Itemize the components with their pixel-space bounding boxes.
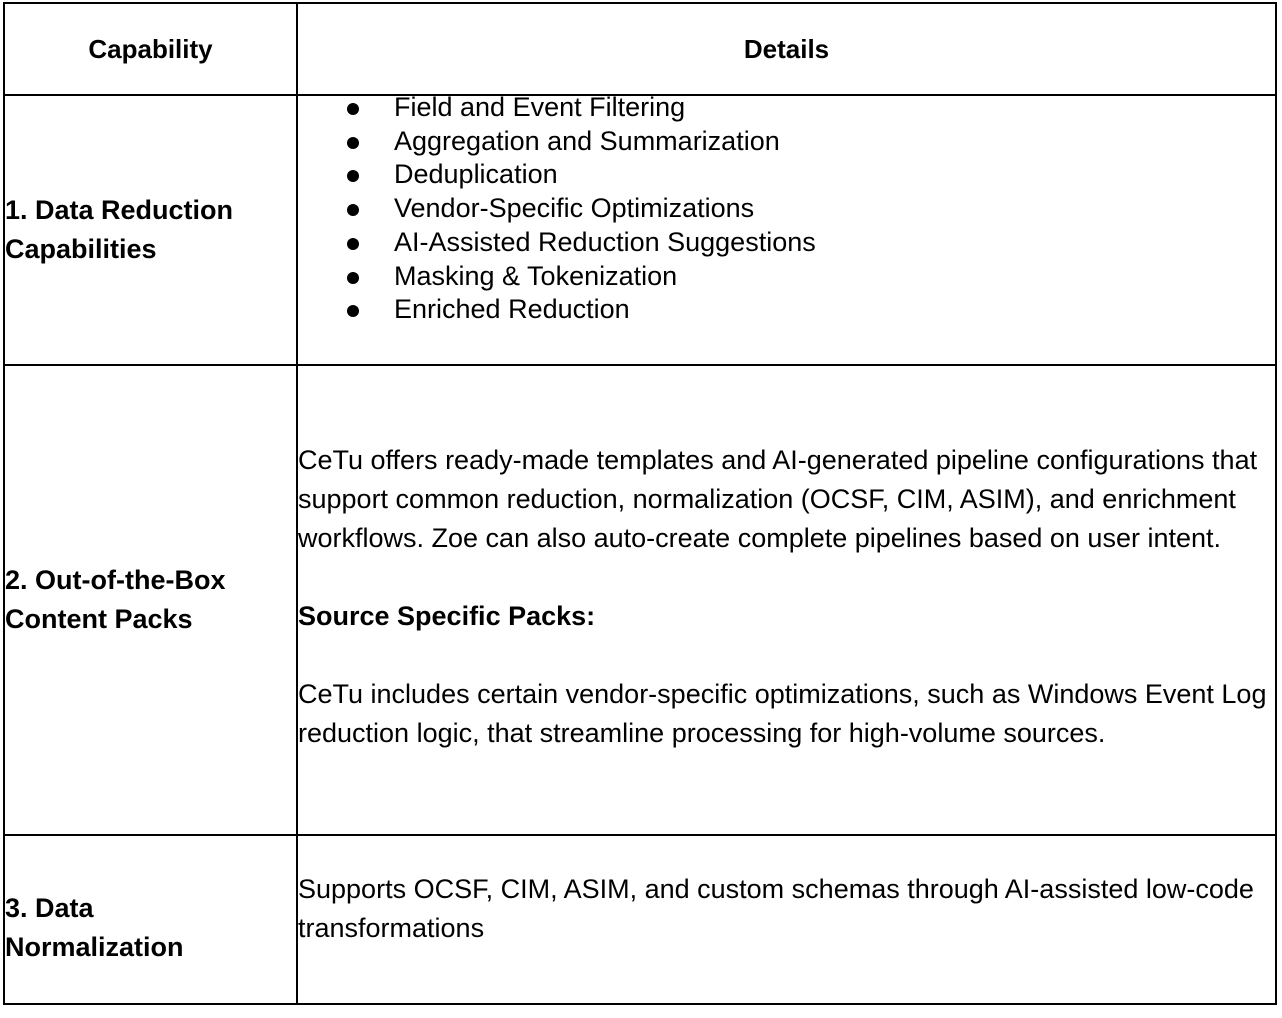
bullet-list [298,91,1275,327]
capability-label-line: Normalization [5,931,184,962]
bullet-icon [347,305,359,317]
list-item-text: Enriched Reduction [394,294,630,325]
capability-label-line: 1. Data Reduction [5,195,234,225]
capability-label-line: 2. Out-of-the-Box [5,565,226,595]
capabilities-table [3,2,1277,1005]
bullet-icon [347,204,359,216]
list-item [347,226,1275,260]
list-item-text: AI-Assisted Reduction Suggestions [394,226,816,257]
table-header-row [4,3,1276,95]
table-row [4,365,1276,835]
list-item [347,158,1275,192]
table-row [4,835,1276,1004]
list-item [347,192,1275,226]
list-item [347,91,1275,125]
capability-cell [4,365,297,835]
capability-label-line: Capabilities [5,234,157,264]
bullet-icon [347,103,359,115]
column-header-details: Details [297,3,1276,95]
list-item-text: Masking & Tokenization [394,260,678,291]
capability-cell [4,835,297,1004]
list-item-text: Deduplication [394,159,558,190]
details-paragraph: Supports OCSF, CIM, ASIM, and custom schemas through AI-assisted low-code transformations [298,873,1254,943]
table-row [4,95,1276,365]
details-paragraph: CeTu offers ready-made templates and AI-generated pipeline configurations that support common reduction, normalization (OCSF, CIM, ASIM), and enrichment workflows. Zoe can also auto-create complete pipelines based on user intent. [298,445,1258,553]
details-paragraph: CeTu includes certain vendor-specific optimizations, such as Windows Event Log reduction logic, that streamline processing for high-volume sources. [298,679,1267,748]
bullet-icon [347,137,359,149]
list-item-text: Field and Event Filtering [394,92,686,123]
bullet-icon [347,170,359,182]
list-item-text: Aggregation and Summarization [394,125,780,156]
list-item-text: Vendor-Specific Optimizations [394,193,755,224]
details-subheading: Source Specific Packs: [298,601,596,631]
details-cell [297,365,1276,835]
capability-label-line: 3. Data [5,892,94,923]
list-item [347,260,1275,294]
capability-cell [4,95,297,365]
list-item [347,125,1275,159]
bullet-icon [347,272,359,284]
details-cell [297,92,1276,365]
bullet-icon [347,238,359,250]
details-cell [297,835,1276,1004]
list-item [347,293,1275,327]
capability-label-line: Content Packs [5,604,193,634]
column-header-capability: Capability [4,3,297,95]
